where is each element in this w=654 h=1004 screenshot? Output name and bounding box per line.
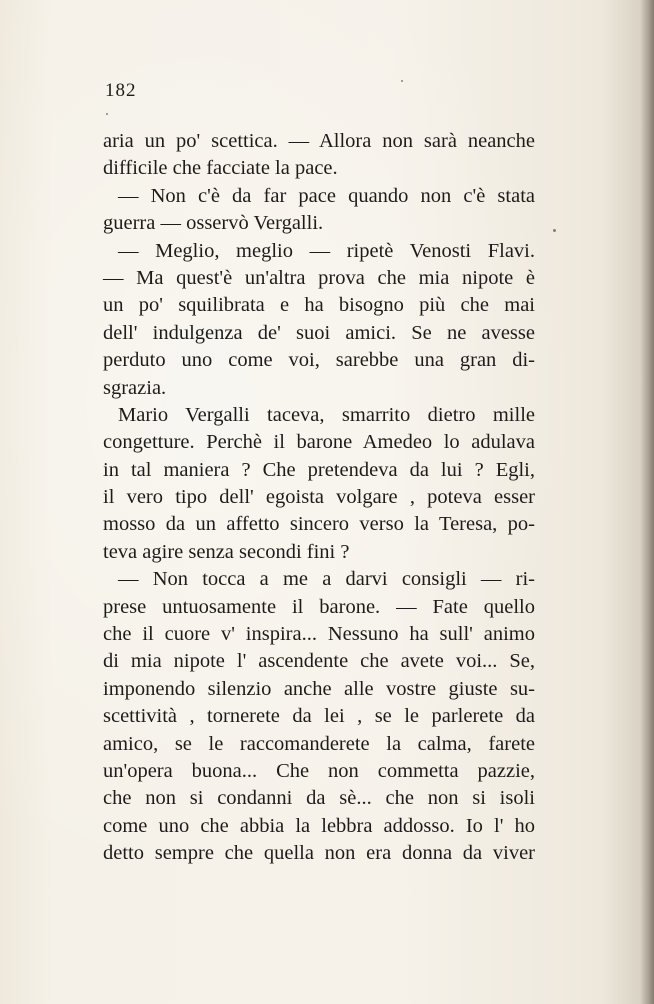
text-line: aria un po' scettica. — Allora non sarà neanche	[103, 130, 535, 152]
text-line: imponendo silenzio anche alle vostre giuste su-	[103, 677, 535, 700]
text-line: — Non tocca a me a darvi consigli — ri-	[118, 568, 535, 591]
text-line: in tal maniera ? Che pretendeva da lui ? Egli,	[103, 458, 535, 481]
text-line: scettività , tornerete da lei , se le parlerete da	[103, 705, 535, 728]
text-line: un'opera buona... Che non commetta pazzie,	[103, 759, 535, 782]
body-text	[103, 128, 535, 868]
text-line: detto sempre che quella non era donna da viver	[103, 842, 535, 865]
text-line: — Ma quest'è un'altra prova che mia nipote è	[103, 266, 535, 289]
ink-speck	[401, 80, 403, 82]
text-line: congetture. Perchè il barone Amedeo lo adulava	[103, 431, 535, 454]
page-edge-shadow	[640, 0, 654, 1004]
text-line: un po' squilibrata e ha bisogno più che mai	[103, 294, 535, 317]
text-line: come uno che abbia la lebbra addosso. Io l' ho	[103, 814, 535, 837]
text-line: amico, se le raccomanderete la calma, farete	[103, 732, 535, 755]
text-line: prese untuosamente il barone. — Fate quello	[103, 595, 535, 618]
text-line: — Non c'è da far pace quando non c'è stata	[118, 184, 535, 207]
text-line: sgrazia.	[103, 376, 167, 399]
text-line: — Meglio, meglio — ripetè Venosti Flavi.	[118, 239, 535, 262]
ink-speck	[553, 229, 556, 232]
text-line: dell' indulgenza de' suoi amici. Se ne avesse	[103, 321, 535, 344]
text-line: teva agire senza secondi fini ?	[103, 540, 350, 563]
text-line: mosso da un affetto sincero verso la Teresa, po-	[103, 513, 535, 536]
text-line: che il cuore v' inspira... Nessuno ha sull' animo	[103, 623, 535, 646]
text-line: che non si condanni da sè... che non si isoli	[103, 787, 535, 810]
text-line: guerra — osservò Vergalli.	[103, 212, 324, 235]
text-line: il vero tipo dell' egoista volgare , poteva esser	[103, 486, 535, 509]
ink-speck	[106, 113, 108, 115]
text-line: di mia nipote l' ascendente che avete voi... Se,	[103, 650, 535, 673]
text-line: Mario Vergalli taceva, smarrito dietro mille	[118, 403, 535, 426]
text-line: difficile che facciate la pace.	[103, 157, 338, 180]
text-line: perduto uno come voi, sarebbe una gran di-	[103, 349, 535, 372]
page-number: 182	[105, 80, 137, 101]
